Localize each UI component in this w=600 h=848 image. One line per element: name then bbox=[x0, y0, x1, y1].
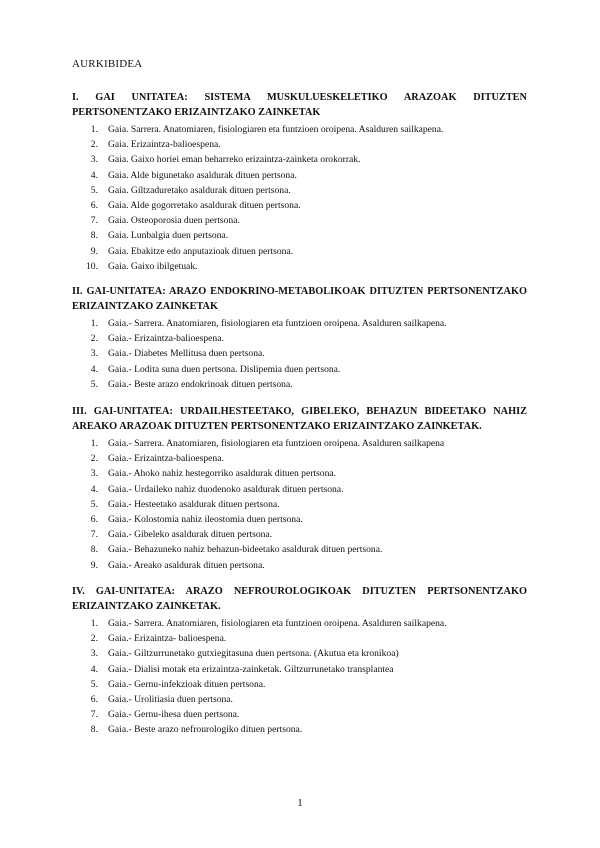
topic-item bbox=[72, 558, 527, 573]
topic-item bbox=[72, 183, 527, 198]
topic-text: Gaia.- Erizaintza- balioespena. bbox=[108, 633, 227, 645]
topic-number: 4. bbox=[90, 169, 98, 181]
topic-number: 1. bbox=[90, 318, 98, 329]
topic-item bbox=[72, 259, 527, 274]
topic-number: 3. bbox=[90, 468, 98, 480]
topic-item bbox=[72, 168, 527, 183]
topic-number: 9. bbox=[90, 559, 98, 571]
topic-text: Gaia.- Gibeleko asaldurak dituen pertsona. bbox=[108, 529, 273, 541]
topic-text: Gaia.- Lodita suna duen pertsona. Dislipemia duen pertsona. bbox=[108, 363, 341, 375]
topic-item bbox=[72, 152, 527, 167]
topic-item bbox=[72, 377, 527, 392]
topic-item bbox=[72, 466, 527, 481]
topic-item bbox=[72, 122, 527, 137]
topic-item bbox=[72, 198, 527, 213]
topic-item bbox=[72, 346, 527, 361]
unit-heading-line1: III. GAI-UNITATEA: URDAILHESTEETAKO, GIBELEKO, BEHAZUN BIDEETAKO NAHIZ bbox=[72, 406, 527, 417]
topic-list bbox=[72, 616, 527, 738]
topic-item bbox=[72, 631, 527, 646]
topic-number: 6. bbox=[90, 514, 98, 526]
topic-text: Gaia.- Diabetes Mellitusa duen pertsona. bbox=[108, 348, 265, 360]
topic-text: Gaia.- Beste arazo endokrinoak dituen pertsona. bbox=[108, 378, 293, 390]
topic-text: Gaia.- Sarrera. Anatomiaren, fisiologiaren eta funtzioen oroipena. Asalduren sailkapena. bbox=[108, 318, 447, 329]
topic-text: Gaia.- Behazuneko nahiz behazun-bideetako asaldurak dituen pertsona. bbox=[108, 544, 383, 556]
topic-number: 5. bbox=[90, 184, 98, 196]
unit-heading-line2: AREAKO ARAZOAK DITUZTEN PERTSONENTZAKO ERIZAINTZAKO ZAINKETAK. bbox=[72, 421, 482, 432]
topic-text: Gaia. Alde bigunetako asaldurak dituen pertsona. bbox=[108, 169, 297, 181]
topic-number: 6. bbox=[90, 694, 98, 706]
unit-section-1 bbox=[72, 90, 527, 274]
topic-text: Gaia.- Urdaileko nahiz duodenoko asaldurak dituen pertsona. bbox=[108, 483, 344, 495]
topic-item bbox=[72, 362, 527, 377]
topic-item bbox=[72, 646, 527, 661]
topic-text: Gaia.- Ahoko nahiz hestegorriko asaldurak dituen pertsona. bbox=[108, 468, 337, 480]
topic-number: 3. bbox=[90, 648, 98, 660]
topic-text: Gaia.- Beste arazo nefrourologiko dituen pertsona. bbox=[108, 724, 303, 736]
unit-section-3 bbox=[72, 404, 527, 573]
topic-item bbox=[72, 692, 527, 707]
topic-item bbox=[72, 482, 527, 497]
topic-item bbox=[72, 616, 527, 631]
topic-text: Gaia.- Dialisi motak eta erizaintza-zainketak. Giltzurrunetako transplantea bbox=[108, 663, 394, 675]
topic-number: 5. bbox=[90, 498, 98, 510]
topic-number: 4. bbox=[90, 483, 98, 495]
topic-item bbox=[72, 244, 527, 259]
topic-text: Gaia. Lunbalgia duen pertsona. bbox=[108, 230, 229, 242]
unit-heading bbox=[72, 584, 527, 614]
topic-number: 1. bbox=[90, 438, 98, 449]
topic-text: Gaia.- Erizaintza-balioespena. bbox=[108, 453, 224, 465]
topic-number: 1. bbox=[90, 618, 98, 629]
topic-text: Gaia. Osteoporosia duen pertsona. bbox=[108, 215, 240, 227]
topic-item bbox=[72, 707, 527, 722]
unit-section-4 bbox=[72, 584, 527, 738]
topic-text: Gaia.- Hesteetako asaldurak dituen pertsona. bbox=[108, 498, 280, 510]
topic-list bbox=[72, 316, 527, 392]
topic-number: 2. bbox=[90, 453, 98, 465]
topic-number: 1. bbox=[90, 124, 98, 135]
topic-item bbox=[72, 722, 527, 737]
topic-item bbox=[72, 512, 527, 527]
unit-heading bbox=[72, 404, 527, 434]
unit-section-2 bbox=[72, 284, 527, 392]
topic-text: Gaia.- Erizaintza-balioespena. bbox=[108, 333, 224, 345]
topic-number: 10. bbox=[86, 260, 98, 272]
topic-text: Gaia.- Kolostomia nahiz ileostomia duen pertsona. bbox=[108, 514, 303, 526]
topic-item bbox=[72, 542, 527, 557]
topic-text: Gaia. Erizaintza-balioespena. bbox=[108, 139, 221, 151]
topic-item bbox=[72, 137, 527, 152]
topic-number: 9. bbox=[90, 245, 98, 257]
topic-number: 5. bbox=[90, 378, 98, 390]
topic-text: Gaia.- Urolitiasia duen pertsona. bbox=[108, 694, 233, 706]
topic-item bbox=[72, 213, 527, 228]
unit-heading-line1: IV. GAI-UNITATEA: ARAZO NEFROUROLOGIKOAK DITUZTEN PERTSONENTZAKO bbox=[72, 586, 527, 597]
topic-number: 5. bbox=[90, 678, 98, 690]
document-title: AURKIBIDEA bbox=[72, 58, 143, 70]
topic-number: 8. bbox=[90, 230, 98, 242]
page-number: 1 bbox=[297, 797, 303, 809]
topic-number: 3. bbox=[90, 154, 98, 166]
topic-text: Gaia.- Gernu-ihesa duen pertsona. bbox=[108, 709, 240, 721]
topic-item bbox=[72, 316, 527, 331]
topic-text: Gaia. Ebakitze edo anputazioak dituen pertsona. bbox=[108, 245, 294, 257]
topic-text: Gaia.- Sarrera. Anatomiaren, fisiologiaren eta funtzioen oroipena. Asalduren sailkapena. bbox=[108, 618, 447, 629]
topic-list bbox=[72, 436, 527, 573]
topic-number: 2. bbox=[90, 633, 98, 645]
unit-heading bbox=[72, 90, 527, 120]
topic-number: 7. bbox=[90, 215, 98, 227]
topic-number: 2. bbox=[90, 333, 98, 345]
topic-text: Gaia.- Sarrera. Anatomiaren, fisiologiaren eta funtzioen oroipena. Asalduren sailkapena bbox=[108, 438, 445, 449]
unit-heading-line2: ERIZAINTZAKO ZAINKETAK bbox=[72, 301, 218, 312]
topic-text: Gaia. Gaixo horiei eman beharreko erizaintza-zainketa orokorrak. bbox=[108, 154, 361, 166]
topic-item bbox=[72, 451, 527, 466]
topic-text: Gaia.- Gernu-infekzioak dituen pertsona. bbox=[108, 678, 266, 690]
unit-heading-line2: PERTSONENTZAKO ERIZAINTZAKO ZAINKETAK bbox=[72, 107, 321, 118]
topic-number: 4. bbox=[90, 663, 98, 675]
topic-number: 3. bbox=[90, 348, 98, 360]
topic-item bbox=[72, 331, 527, 346]
unit-heading bbox=[72, 284, 527, 314]
topic-item bbox=[72, 436, 527, 451]
topic-item bbox=[72, 497, 527, 512]
topic-text: Gaia. Sarrera. Anatomiaren, fisiologiaren eta funtzioen oroipena. Asalduren sailkapena. bbox=[108, 124, 444, 135]
topic-item bbox=[72, 527, 527, 542]
topic-number: 7. bbox=[90, 709, 98, 721]
topic-number: 7. bbox=[90, 529, 98, 541]
topic-text: Gaia. Giltzaduretako asaldurak dituen pertsona. bbox=[108, 184, 291, 196]
topic-number: 8. bbox=[90, 724, 98, 736]
topic-item bbox=[72, 662, 527, 677]
topic-number: 6. bbox=[90, 200, 98, 212]
topic-item bbox=[72, 677, 527, 692]
topic-number: 2. bbox=[90, 139, 98, 151]
topic-list bbox=[72, 122, 527, 274]
unit-heading-line2: ERIZAINTZAKO ZAINKETAK. bbox=[72, 601, 221, 612]
unit-heading-line1: II. GAI-UNITATEA: ARAZO ENDOKRINO-METABOLIKOAK DITUZTEN PERTSONENTZAKO bbox=[72, 286, 527, 297]
topic-text: Gaia.- Areako asaldurak dituen pertsona. bbox=[108, 559, 265, 571]
topic-number: 8. bbox=[90, 544, 98, 556]
topic-item bbox=[72, 228, 527, 243]
topic-text: Gaia. Alde gogorretako asaldurak dituen pertsona. bbox=[108, 200, 301, 212]
topic-text: Gaia.- Giltzurrunetako gutxiegitasuna duen pertsona. (Akutua eta kronikoa) bbox=[108, 648, 399, 660]
topic-text: Gaia. Gaixo ibilgetuak. bbox=[108, 260, 198, 272]
unit-heading-line1: I. GAI UNITATEA: SISTEMA MUSKULUESKELETIKO ARAZOAK DITUZTEN bbox=[72, 92, 527, 103]
topic-number: 4. bbox=[90, 363, 98, 375]
